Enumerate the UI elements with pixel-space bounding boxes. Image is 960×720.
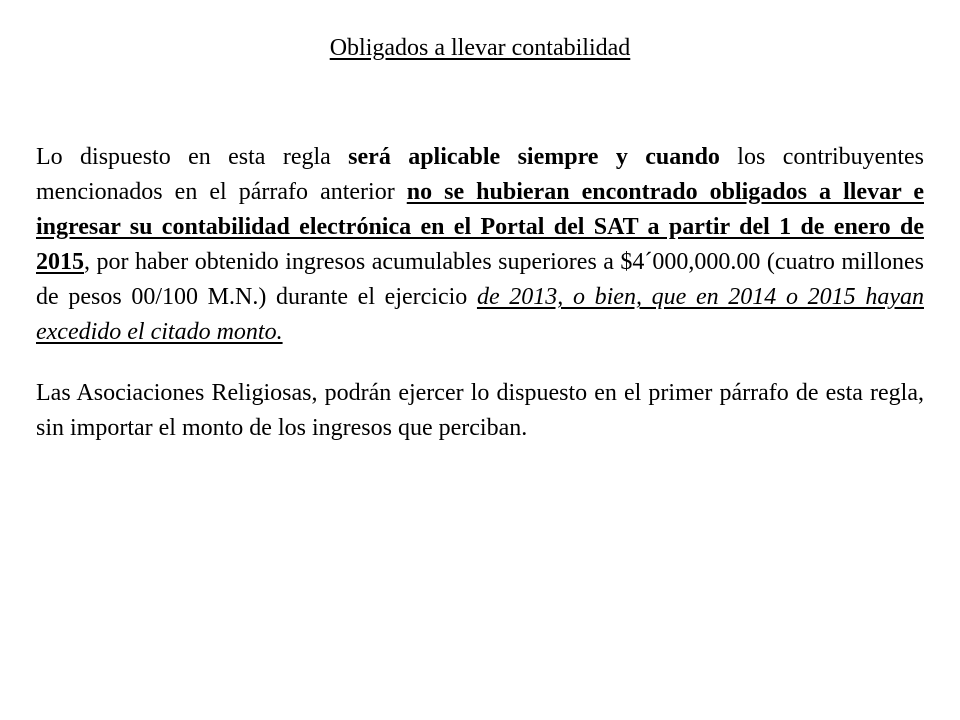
p1-text-income: , por haber obtenido ingresos acumulables superiores a $4´000,000.00 (cuatro millones de pesos 00/100 M.N.) durante el ejercicio xyxy=(36,249,924,310)
p1-bold-underlined-obligation: no se hubieran encontrado obligados a llevar e ingresar su contabilidad electrónica en el Portal del SAT a partir del 1 de enero de 2015 xyxy=(36,179,924,275)
p1-text-contributors: los contribuyentes mencionados en el párrafo anterior xyxy=(36,144,924,205)
page-title: Obligados a llevar contabilidad xyxy=(329,35,631,61)
document-body xyxy=(36,140,924,472)
p1-italic-underlined-years: de 2013, o bien, que en 2014 o 2015 hayan excedido el citado monto. xyxy=(36,284,924,345)
p1-bold-condition: será aplicable siempre y cuando xyxy=(348,144,720,170)
p1-text-intro: Lo dispuesto en esta regla xyxy=(36,144,349,170)
paragraph-religious-associations: Las Asociaciones Religiosas, podrán ejercer lo dispuesto en el primer párrafo de esta regla, sin importar el monto de los ingresos que perciban. xyxy=(36,380,924,441)
paragraph-rule-applicability xyxy=(36,140,924,350)
